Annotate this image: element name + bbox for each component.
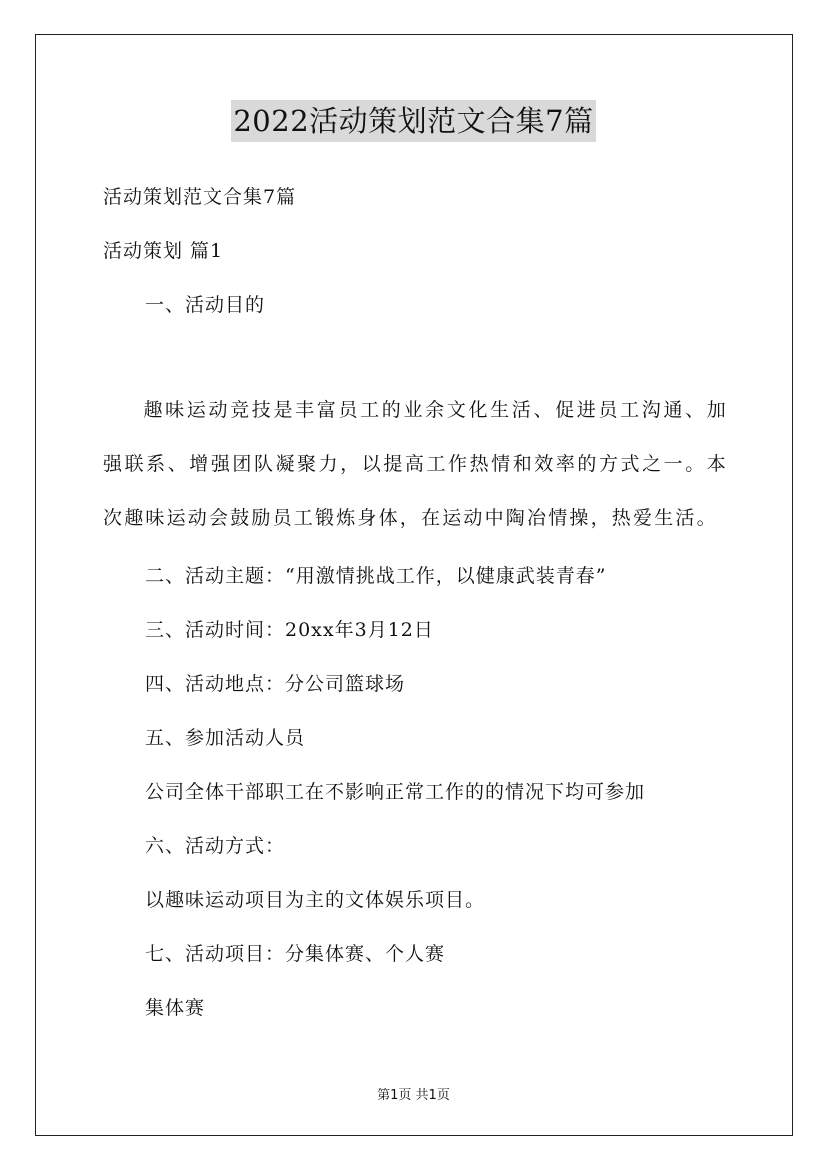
participants-text: 公司全体干部职工在不影响正常工作的的情况下均可参加: [145, 781, 646, 803]
document-title: 2022活动策划范文合集7篇: [231, 100, 595, 142]
goal-heading: 一、活动目的: [145, 294, 266, 316]
goal-text: 趣味运动竞技是丰富员工的业余文化生活、促进员工沟通、加强联系、增强团队凝聚力，以提高工作热情和效率的方式之一。本次趣味运动会鼓励员工锻炼身体，在运动中陶冶情操，热爱生活。: [103, 399, 728, 529]
theme-line: 二、活动主题：“用激情挑战工作，以健康武装青春”: [145, 565, 607, 587]
document-subtitle: 活动策划范文合集7篇: [103, 186, 297, 208]
participants-heading: 五、参加活动人员: [145, 727, 306, 749]
team-event-line: 集体赛: [145, 997, 206, 1019]
time-line: 三、活动时间：20xx年3月12日: [145, 619, 434, 641]
method-text: 以趣味运动项目为主的文体娱乐项目。: [145, 889, 486, 911]
page-footer: 第1页 共1页: [377, 1088, 450, 1103]
title-container: [0, 100, 827, 142]
method-heading: 六、活动方式：: [145, 835, 286, 857]
place-line: 四、活动地点：分公司篮球场: [145, 673, 406, 695]
goal-paragraph: [103, 383, 728, 545]
section-heading: 活动策划 篇1: [103, 240, 224, 262]
projects-line: 七、活动项目：分集体赛、个人赛: [145, 943, 446, 965]
